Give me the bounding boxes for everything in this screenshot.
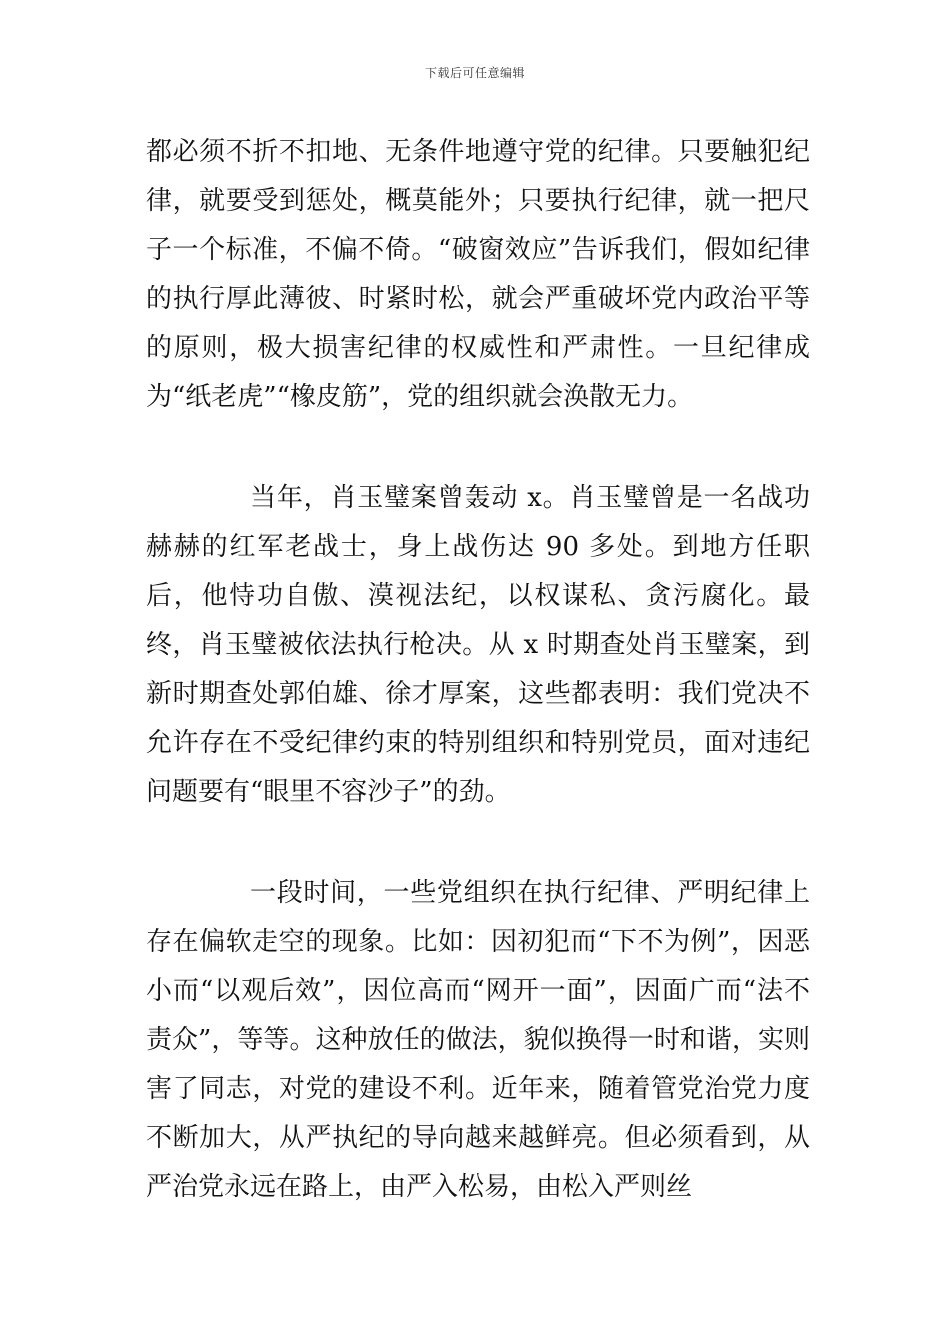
paragraph-gap [146, 422, 810, 474]
paragraph-2: 当年，肖玉璧案曾轰动 x。肖玉璧曾是一名战功赫赫的红军老战士，身上战伤达 90 多处。到地方任职后，他恃功自傲、漠视法纪，以权谋私、贪污腐化。最终，肖玉璧被依法执行枪决。从 x 时期查处肖玉璧案，到新时期查处郭伯雄、徐才厚案，这些都表明：我们党决不允许存在不受纪律约束的特别组织和特别党员，面对违纪问题要有“眼里不容沙子”的劲。 [146, 483, 810, 807]
header-note: 下载后可任意编辑 [424, 66, 525, 80]
document-body [146, 128, 810, 1212]
paragraph-3: 一段时间，一些党组织在执行纪律、严明纪律上存在偏软走空的现象。比如：因初犯而“下不为例”，因恶小而“以观后效”，因位高而“网开一面”，因面广而“法不责众”，等等。这种放任的做法，貌似换得一时和谐，实则害了同志，对党的建设不利。近年来，随着管党治党力度不断加大，从严执纪的导向越来越鲜亮。但必须看到，从严治党永远在路上，由严入松易，由松入严则丝 [146, 878, 810, 1202]
paragraph-1: 都必须不折不扣地、无条件地遵守党的纪律。只要触犯纪律，就要受到惩处，概莫能外；只要执行纪律，就一把尺子一个标准，不偏不倚。“破窗效应”告诉我们，假如纪律的执行厚此薄彼、时紧时松，就会严重破坏党内政治平等的原则，极大损害纪律的权威性和严肃性。一旦纪律成为“纸老虎”“橡皮筋”，党的组织就会涣散无力。 [146, 137, 810, 412]
paragraph-gap [146, 817, 810, 869]
